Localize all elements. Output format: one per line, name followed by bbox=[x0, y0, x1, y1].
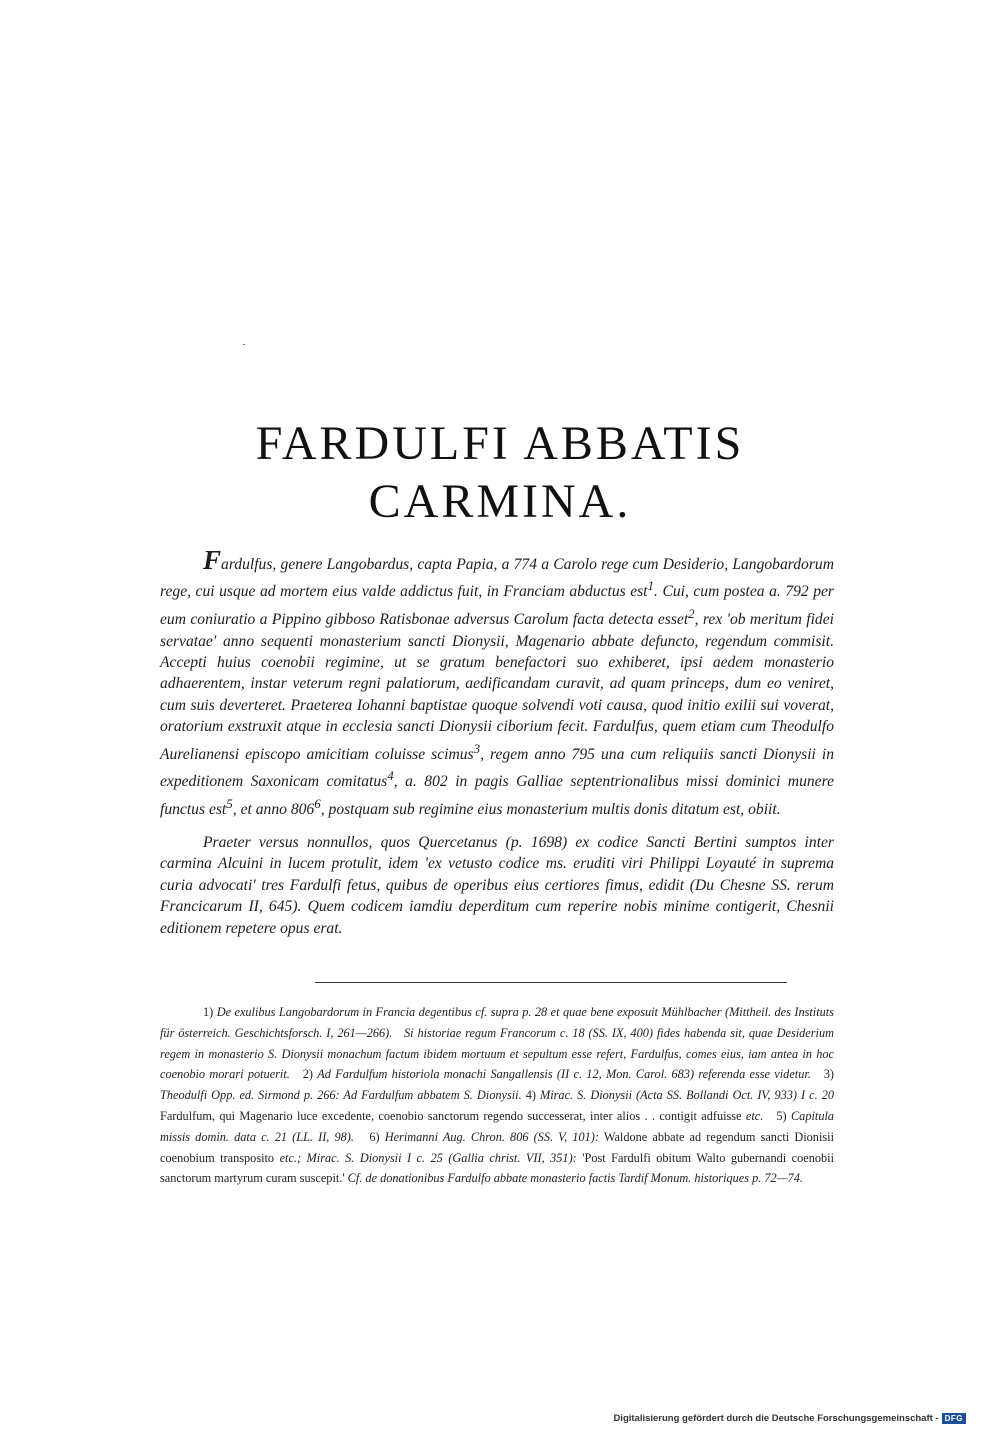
intro-paragraph-2 bbox=[160, 832, 834, 939]
intro-text-a: ardulfus, genere Langobardus, capta Papia, a 774 a Carolo rege cum Desiderio, Langobardorum rege, cui usque ad mortem eius valde addictus fuit, in Franciam abductus est bbox=[160, 556, 834, 601]
footnote-3-text: Theodulfi Opp. ed. Sirmond p. 266: Ad Fardulfum abbatem S. Dionysii. bbox=[160, 1088, 522, 1103]
footnote-ref-2: 2 bbox=[688, 606, 695, 621]
footnote-5-text: Capitula missis domin. data c. 21 (LL. II, 98). bbox=[160, 1108, 835, 1144]
footnote-4-number: 4) bbox=[525, 1088, 536, 1103]
scan-speck bbox=[243, 344, 245, 345]
footnote-2-number: 2) bbox=[302, 1067, 313, 1082]
dropcap-letter: F bbox=[203, 545, 222, 575]
footnote-6-number: 6) bbox=[369, 1129, 380, 1144]
intro-text-b: . Cui, cum postea a. 792 per eum coniuratio a Pippino gibboso Ratisbonae adversus Carolum facta detecta esset bbox=[160, 583, 834, 629]
footnote-ref-1: 1 bbox=[647, 578, 655, 594]
footnote-1-text-b: Si historiae regum Francorum c. 18 (SS. IX, 400) fides habenda sit, quae Desiderium regem in monasterio S. Dionysii monachum factum ibidem mortuum et sepultum esse refert, Fardulfus, comes eius, iam antea in hoc coenobio morari potuerit. bbox=[160, 1025, 834, 1082]
footnote-5-number: 5) bbox=[776, 1108, 787, 1123]
footnote-2-text: Ad Fardulfum historiola monachi Sangallensis (II c. 12, Mon. Carol. 683) referenda esse videtur. bbox=[317, 1067, 811, 1082]
footnote-6-text-b: Waldone abbate ad regendum sancti Dionisii coenobium transposito bbox=[160, 1129, 834, 1165]
footnote-4-text-c: etc. bbox=[745, 1108, 764, 1123]
footnote-6-text-c: etc.; Mirac. S. Dionysii I c. 25 (Gallia christ. VII, 351): bbox=[279, 1150, 577, 1165]
footnote-1-text-a: De exulibus Langobardorum in Francia degentibus cf. supra p. 28 et quae bene exposuit Mühlbacher (Mittheil. des Instituts für österreich. Geschichtsforsch. I, 261—266). bbox=[160, 1005, 834, 1040]
intro-text-f: , et anno 806 bbox=[232, 801, 315, 818]
intro-paragraph-2-text: Praeter versus nonnullos, quos Quercetanus (p. 1698) ex codice Sancti Bertini sumptos inter carmina Alcuini in lucem protulit, idem 'ex vetusto codice ms. eruditi viri Philippi Loyauté in suprema curia advocati' tres Fardulfi fetus, quibus de operibus eius certiores fimus, edidit (Du Chesne SS. rerum Francicarum II, 645). Quem codicem iamdiu deperditum cum reperire nobis minime contigerit, Chesnii editionem repetere opus erat. bbox=[160, 834, 834, 937]
footnote-ref-4: 4 bbox=[387, 768, 394, 784]
footnote-separator bbox=[315, 982, 787, 983]
intro-text-c: , rex 'ob meritum fidei servatae' anno sequenti monasterium sancti Dionysii, Magenario abbate defuncto, regendum commisit. Accepti huius coenobii regimine, ut se gratum benefactori suo exhiberet, ipsi aedem monasterio adhaerentem, instar veterum regni palatiorum, aedificandam curavit, ad quam princeps, dum eo veniret, cum suis deverteret. Praeterea Iohanni baptistae quoque solvendi voti causa, quod initio exilii sui voverat, oratorium exstruxit atque in ecclesia sancti Dionysii ciborium fecit. Fardulfus, quem etiam cum Theodulfo Aurelianensi episcopo amicitiam coluisse scimus bbox=[160, 611, 834, 763]
footnote-6-text-a: Herimanni Aug. Chron. 806 (SS. V, 101): bbox=[384, 1129, 599, 1144]
footnote-ref-3: 3 bbox=[473, 740, 481, 756]
footnote-1-number: 1) bbox=[203, 1005, 214, 1019]
dfg-logo: DFG bbox=[942, 1413, 966, 1424]
intro-text-d: , regem anno 795 una cum reliquiis sancti Dionysii in expeditionem Saxonicam comitatus bbox=[160, 745, 834, 791]
footnote-4-text-b: Fardulfum, qui Magenario luce excedente, coenobio sanctorum regendo successerat, inter alios . . contigit adfuisse bbox=[160, 1108, 742, 1123]
footnote-6-text-d: 'Post Fardulfi obitum Walto gubernandi coenobii sanctorum martyrum curam suscepit.' bbox=[160, 1150, 834, 1186]
footnote-4-text-a: Mirac. S. Dionysii (Acta SS. Bollandi Oct. IV, 933) I c. 20 bbox=[539, 1088, 834, 1103]
footnote-ref-6: 6 bbox=[314, 795, 321, 811]
footnote-ref-5: 5 bbox=[226, 795, 233, 811]
intro-text-e: , a. 802 in pagis Galliae septentrionalibus missi dominici munere functus est bbox=[160, 773, 834, 818]
intro-text-g: , postquam sub regimine eius monasterium multis donis ditatum est, obiit. bbox=[320, 801, 781, 818]
credit-text: Digitalisierung gefördert durch die Deutsche Forschungsgemeinschaft - bbox=[613, 1413, 939, 1424]
footnote-6-text-e: Cf. de donationibus Fardulfo abbate monasterio factis Tardif Monum. historiques p. 72—74. bbox=[347, 1171, 804, 1186]
footnote-3-number: 3) bbox=[823, 1067, 834, 1082]
title-line-2: CARMINA. bbox=[368, 475, 632, 528]
intro-paragraph-1 bbox=[160, 545, 834, 820]
digitization-credit bbox=[613, 1413, 966, 1424]
title-line-1: FARDULFI ABBATIS bbox=[255, 417, 745, 470]
footnotes bbox=[160, 1002, 834, 1189]
